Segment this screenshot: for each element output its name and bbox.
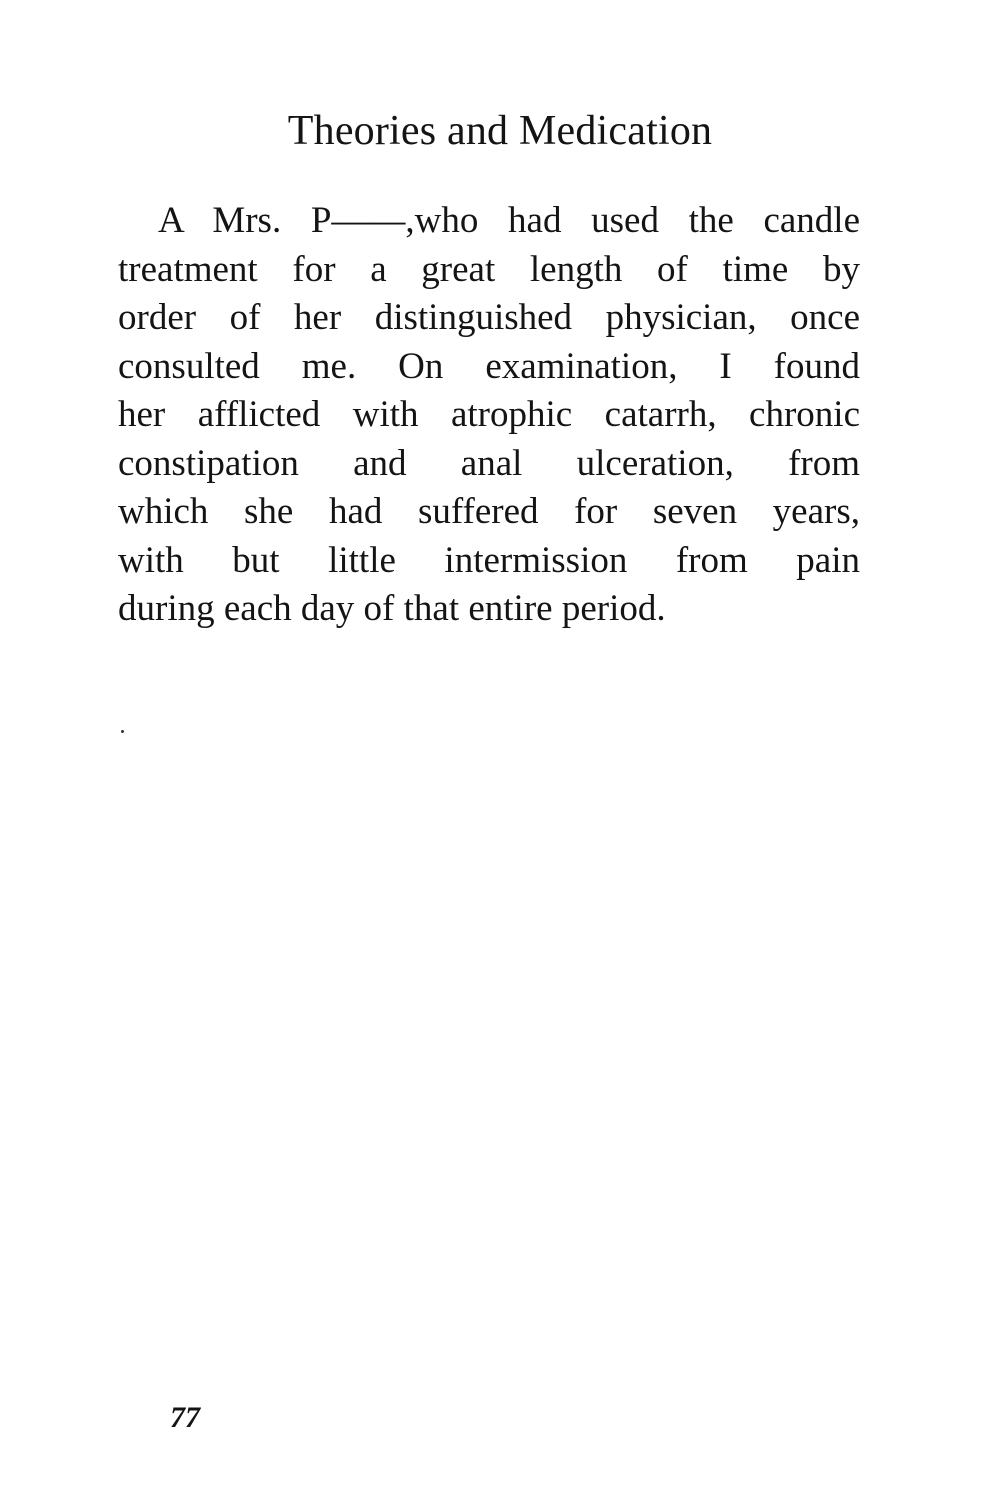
paragraph-line: treatment for a great length of time by bbox=[118, 248, 860, 290]
paragraph-line: which she had suffered for seven years, bbox=[118, 491, 860, 532]
running-head: Theories and Medication bbox=[287, 108, 713, 154]
paragraph-line: constipation and anal ulceration, from bbox=[118, 442, 860, 484]
paragraph-line: consulted me. On examination, I found bbox=[118, 345, 860, 387]
paragraph-line: her afflicted with atrophic catarrh, chronic bbox=[118, 394, 860, 435]
paragraph bbox=[118, 197, 860, 634]
paragraph-line: A Mrs. P——,who had used the candle bbox=[158, 200, 860, 241]
paragraph-line: during each day of that entire period. bbox=[118, 588, 666, 629]
paragraph-line: with but little intermission from pain bbox=[118, 539, 860, 581]
ink-speck bbox=[121, 730, 124, 733]
paragraph-line: order of her distinguished physician, once bbox=[118, 297, 860, 338]
page-mark: 77 bbox=[170, 1401, 200, 1434]
